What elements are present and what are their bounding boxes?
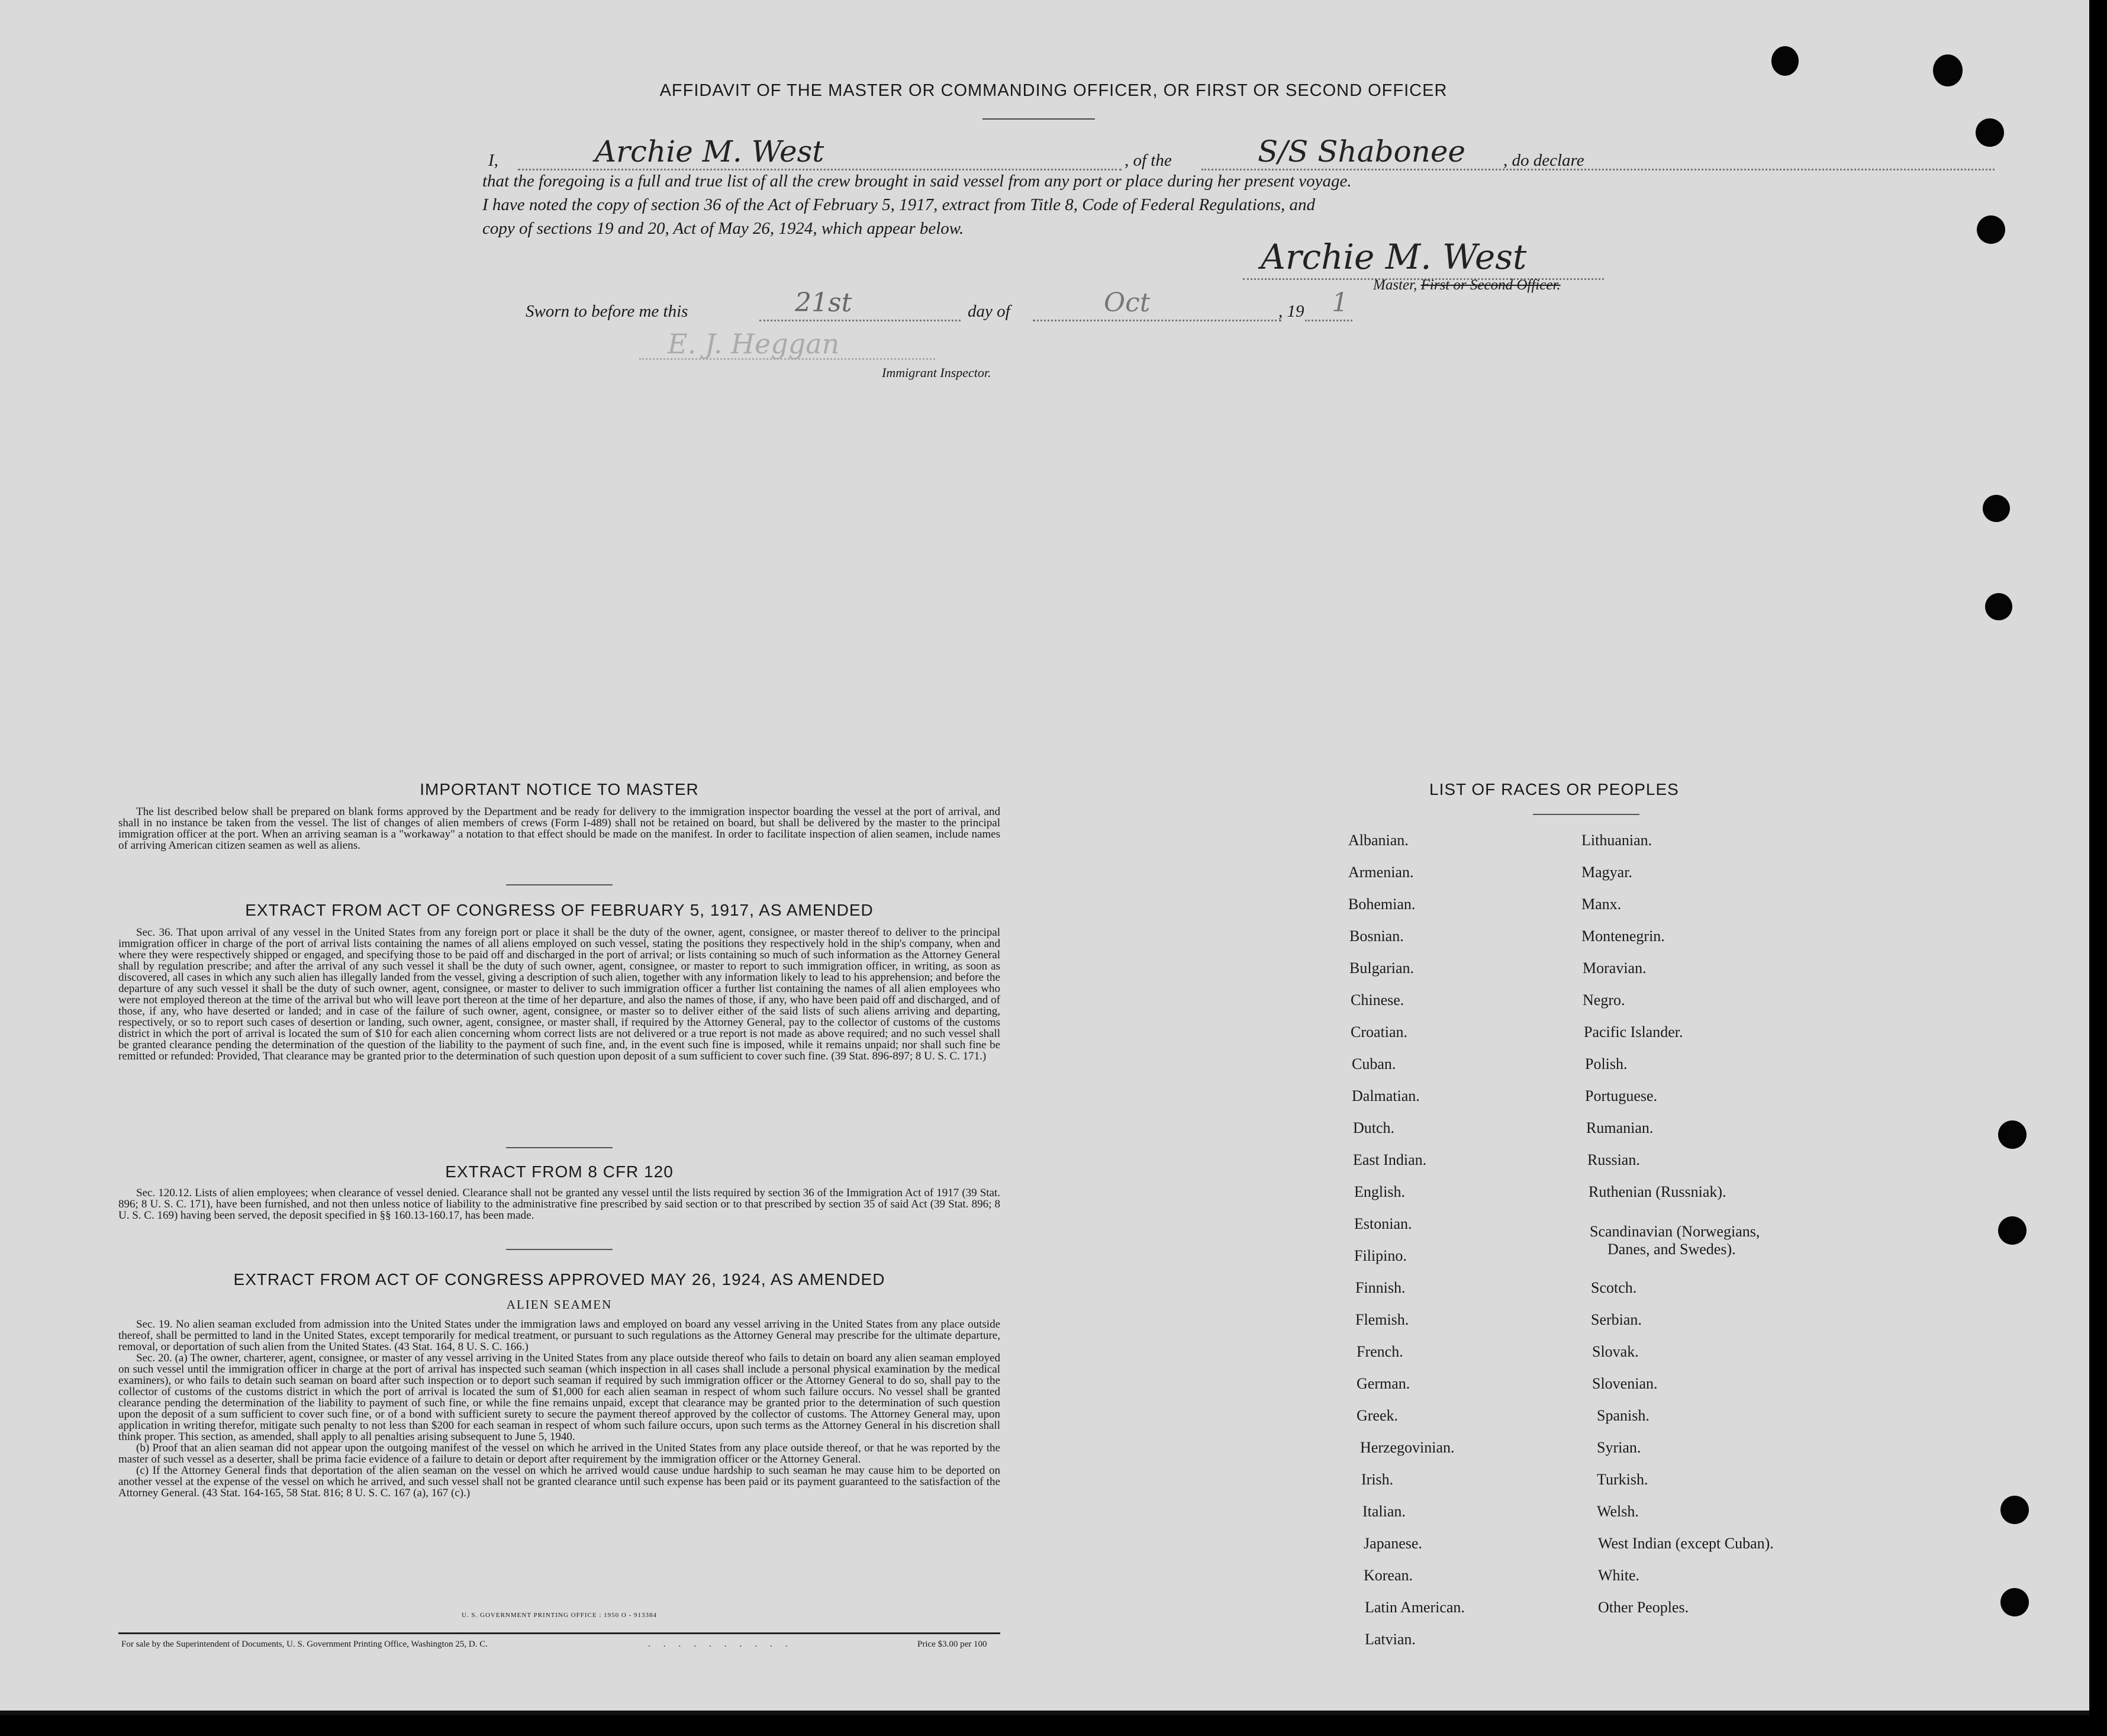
section-rule — [118, 884, 1000, 885]
sworn-day-field — [759, 288, 961, 321]
alien-seamen-subheading: ALIEN SEAMEN — [506, 1297, 613, 1312]
signature-field — [1243, 237, 1604, 280]
punch-hole — [1983, 495, 2010, 522]
sworn-month-field — [1033, 288, 1281, 321]
declaration-line-2: that the foregoing is a full and true list of all the crew brought in said vessel from any port or place during her present voyage. — [482, 172, 1352, 191]
race-item: Bohemian. — [1348, 896, 1416, 913]
officer-name-field — [518, 134, 1122, 170]
punch-hole — [1998, 1216, 2027, 1245]
race-item: Latin American. — [1365, 1599, 1465, 1616]
footer-rule — [118, 1632, 1000, 1634]
year-field — [1305, 288, 1352, 321]
sec-20a-text: Sec. 20. (a) The owner, charterer, agent, consignee, or master of any vessel arriving in the United States from any place outside thereof who fails to detain on board any alien seaman employed on such vessel until the immigration officer in charge at the port of arrival has inspected such seaman (which inspection in all cases shall include a personal physical examination by the medical examiners), or who fails to detain such seaman on board after such inspection or to deport such seaman if required by such immigration officer or the Attorney General to do so, shall pay to the collector of customs of the customs district in which the port of arrival is located the sum of $1,000 for each alien seaman in respect of whom such failure occurs. No vessel shall be granted clearance pending the determination of the liability to payment of such fine, or while the fine remains unpaid, except that clearance may be granted prior to the determination of such question upon the deposit of a sum sufficient to cover such fine, or of a bond with sufficient surety to secure the payment thereof approved by the collector of customs. The Attorney General may, upon application in writing therefor, mitigate such penalty to not less than $200 for each seaman in respect of whom such failure occurs, upon such terms as the Attorney General in his discretion shall think proper. This section, as amended, shall apply to all penalties arising subsequent to June 5, 1940. — [118, 1352, 1000, 1443]
punch-hole — [2000, 1496, 2029, 1524]
race-item: Ruthenian (Russniak). — [1589, 1183, 1726, 1200]
sworn-month: Oct — [1104, 288, 1151, 318]
race-item: Herzegovinian. — [1360, 1439, 1455, 1456]
race-item: Dalmatian. — [1352, 1087, 1420, 1104]
extract-1924-body — [118, 1319, 1000, 1499]
inspector-field — [639, 328, 935, 360]
race-item: Rumanian. — [1586, 1119, 1654, 1136]
sworn-label: Sworn to before me this — [526, 302, 688, 321]
affidavit-title: AFFIDAVIT OF THE MASTER OR COMMANDING OFFICER, OR FIRST OR SECOND OFFICER — [659, 81, 1448, 100]
race-item: Bosnian. — [1349, 927, 1404, 945]
race-item: Irish. — [1361, 1471, 1394, 1488]
punch-hole — [1771, 46, 1799, 76]
race-item: Slovenian. — [1592, 1375, 1658, 1392]
inspector-signature: E. J. Heggan — [668, 328, 840, 360]
leader-dots: .......... — [648, 1640, 801, 1649]
year-prefix: , 19 — [1278, 302, 1304, 321]
sec-19-text: Sec. 19. No alien seaman excluded from admission into the United States under the immigration laws and employed on board any vessel arriving in the United States from any place outside thereof, shall be permitted to land in the United States, except temporarily for medical treatment, or pursuant to such regulations as the Attorney General may prescribe for the ultimate departure, removal, or deportation of such alien from the United States. (43 Stat. 164, 8 U. S. C. 166.) — [118, 1318, 1000, 1353]
punch-hole — [1977, 215, 2005, 244]
master-label-text: Master, — [1373, 277, 1417, 293]
race-item: Armenian. — [1348, 864, 1414, 881]
race-item: Dutch. — [1353, 1119, 1395, 1136]
of-the-label: , of the — [1125, 151, 1172, 170]
race-item: Spanish. — [1597, 1407, 1649, 1424]
price-notice: Price $3.00 per 100 — [917, 1640, 987, 1649]
race-item: Bulgarian. — [1349, 959, 1415, 977]
race-item: Russian. — [1587, 1151, 1640, 1168]
race-item: Finnish. — [1355, 1279, 1406, 1296]
year-suffix: 1 — [1332, 288, 1348, 318]
sec-20b-text: (b) Proof that an alien seaman did not appear upon the outgoing manifest of the vessel on which he arrived in the United States from any place outside thereof, or that he was reported by the master of such vessel as a deserter, shall be prima facie evidence of a failure to detain or deport after requirement by the immigration officer or the Attorney General. — [118, 1442, 1000, 1466]
race-item: Polish. — [1585, 1055, 1628, 1072]
race-item: Negro. — [1583, 991, 1625, 1009]
race-item: Scandinavian (Norwegians, — [1590, 1223, 1760, 1240]
notice-heading: IMPORTANT NOTICE TO MASTER — [420, 780, 699, 798]
race-item: Syrian. — [1597, 1439, 1641, 1456]
race-item: White. — [1598, 1567, 1640, 1584]
punch-hole — [1985, 593, 2012, 620]
extract-1924-heading: EXTRACT FROM ACT OF CONGRESS APPROVED MAY 26, 1924, AS AMENDED — [233, 1270, 885, 1289]
race-item: Magyar. — [1581, 864, 1632, 881]
race-item: Scotch. — [1591, 1279, 1637, 1296]
race-item: Albanian. — [1348, 832, 1409, 849]
race-item: Flemish. — [1355, 1311, 1409, 1328]
vessel-name: S/S Shabonee — [1258, 134, 1466, 169]
race-item: Manx. — [1581, 896, 1622, 913]
race-item: Chinese. — [1351, 991, 1404, 1009]
punch-hole — [2000, 1588, 2029, 1616]
do-declare-label: , do declare — [1503, 151, 1584, 170]
section-rule — [118, 1249, 1000, 1250]
vessel-name-field — [1201, 134, 1995, 170]
sec-20c-text: (c) If the Attorney General finds that deportation of the alien seaman on the vessel on which he arrived would cause undue hardship to such seaman he may cause him to be deported on another vessel at the expense of the vessel on which he arrived, and such vessel shall not be granted clearance until such expense has been paid or its payment guaranteed to the satisfaction of the Attorney General. (43 Stat. 164-165, 58 Stat. 816; 8 U. S. C. 167 (a), 167 (c).) — [118, 1464, 1000, 1499]
extract-8cfr-heading: EXTRACT FROM 8 CFR 120 — [445, 1162, 674, 1181]
race-item: Greek. — [1357, 1407, 1399, 1424]
race-item: Cuban. — [1352, 1055, 1396, 1072]
extract-1917-heading: EXTRACT FROM ACT OF CONGRESS OF FEBRUARY 5, 1917, AS AMENDED — [245, 901, 874, 919]
race-item: Other Peoples. — [1598, 1599, 1689, 1616]
race-item: Pacific Islander. — [1584, 1023, 1683, 1041]
race-item: Turkish. — [1597, 1471, 1648, 1488]
declaration-line-3: I have noted the copy of section 36 of the Act of February 5, 1917, extract from Title 8, Code of Federal Regulations, and — [482, 195, 1316, 214]
race-item: Lithuanian. — [1581, 832, 1652, 849]
race-item: Latvian. — [1365, 1631, 1416, 1648]
race-item: West Indian (except Cuban). — [1598, 1535, 1774, 1552]
extract-8cfr-text: Sec. 120.12. Lists of alien employees; when clearance of vessel denied. Clearance shall not be granted any vessel until the lists required by section 36 of the Immigration Act of 1917 (39 Stat. 896; 8 U. S. C. 171), have been furnished, and not then unless notice of liability to the administrative fine prescribed by said section or to that prescribed by section 35 of said Act (39 Stat. 896; 8 U. S. C. 169) having been served, the deposit specified in §§ 160.13-160.17, has been made. — [118, 1187, 1000, 1222]
race-item: French. — [1357, 1343, 1403, 1360]
sworn-day: 21st — [795, 288, 852, 318]
inspector-label: Immigrant Inspector. — [882, 365, 991, 380]
race-item: East Indian. — [1353, 1151, 1427, 1168]
declaration-line-4: copy of sections 19 and 20, Act of May 26, 1924, which appear below. — [482, 219, 964, 238]
race-item: Croatian. — [1351, 1023, 1408, 1041]
title-rule — [982, 118, 1095, 120]
day-of-label: day of — [968, 302, 1010, 321]
race-item: German. — [1357, 1375, 1410, 1392]
race-item: English. — [1354, 1183, 1405, 1200]
race-item: Italian. — [1362, 1503, 1406, 1520]
race-item: Slovak. — [1592, 1343, 1639, 1360]
races-rule — [1533, 814, 1639, 815]
punch-hole — [1976, 118, 2004, 147]
extract-1917-text: Sec. 36. That upon arrival of any vessel in the United States from any foreign port or place it shall be the duty of the owner, agent, consignee, or master thereof to deliver to the principal immigration officer in charge of the port of arrival lists containing the names of all aliens employed on such vessel, stating the positions they respectively hold in the ship's company, when and where they were respectively shipped or engaged, and specifying those to be paid off and discharged in the port of arrival; or lists containing so much of such information as the Attorney General shall by regulation prescribe; and after the arrival of any such vessel it shall be the duty of such owner, agent, consignee, or master to report to such immigration officer, in writing, as soon as discovered, all cases in which any such alien has illegally landed from the vessel, giving a description of such alien, together with any information likely to lead to his apprehension; and before the departure of any such vessel it shall be the duty of such owner, agent, consignee, or master to deliver to such immigration officer a further list containing the names of all alien employees who were not employed thereon at the time of the arrival but who will leave port thereon at the time of her departure, and also the names of those, if any, who have been paid off and discharged, and of those, if any, who have deserted or landed; and in case of the failure of such owner, agent, consignee, or master so to deliver either of the said lists of such aliens arriving and departing, respectively, or so to report such cases of desertion or landing, such owner, agent, consignee, or master shall, if required by the Attorney General, pay to the collector of customs of the customs district in which the port of arrival is located the sum of $10 for each alien concerning whom correct lists are not delivered or a true report is not made as above required; and no such vessel shall be granted clearance pending the determination of the question of the liability to the payment of such fine, and, in the event such fine is imposed, while it remains unpaid; nor shall such fine be remitted or refunded: Provided, That clearance may be granted prior to the determination of such question upon deposit of a sum sufficient to cover such fine. (39 Stat. 896-897; 8 U. S. C. 171.) — [118, 926, 1000, 1062]
master-label — [1373, 277, 1561, 294]
race-item: Serbian. — [1591, 1311, 1642, 1328]
race-item: Montenegrin. — [1581, 927, 1665, 945]
race-item: Danes, and Swedes). — [1607, 1241, 1736, 1258]
sale-notice: For sale by the Superintendent of Documents, U. S. Government Printing Office, Washington 25, D. C. — [121, 1640, 488, 1649]
master-signature: Archie M. West — [1261, 237, 1527, 277]
race-item: Welsh. — [1597, 1503, 1639, 1520]
races-heading: LIST OF RACES OR PEOPLES — [1429, 780, 1679, 798]
section-rule — [118, 1147, 1000, 1148]
notice-text: The list described below shall be prepared on blank forms approved by the Department and be ready for delivery to the immigration inspector boarding the vessel at the port of arrival, and shall in no instance be taken from the vessel. The list of changes of alien members of crews (Form I-489) shall not be retained on board, but shall be delivered by the master to the principal immigration officer at the port. When an arriving seaman is a "workaway" a notation to that effect should be made on the manifest. In order to facilitate inspection of alien seamen, include names of arriving American citizen seamen as well as aliens. — [118, 806, 1000, 852]
race-item: Korean. — [1364, 1567, 1413, 1584]
race-item: Japanese. — [1364, 1535, 1422, 1552]
race-item: Portuguese. — [1585, 1087, 1658, 1104]
struck-officer-text: First or Second Officer. — [1420, 277, 1561, 293]
race-item: Filipino. — [1354, 1247, 1407, 1264]
gpo-imprint: U. S. GOVERNMENT PRINTING OFFICE : 1950 O - 913384 — [461, 1612, 657, 1619]
race-item: Estonian. — [1354, 1215, 1412, 1232]
punch-hole — [1998, 1120, 2027, 1149]
prefix-i: I, — [488, 151, 498, 170]
officer-name: Archie M. West — [595, 134, 824, 169]
race-item: Moravian. — [1583, 959, 1647, 977]
